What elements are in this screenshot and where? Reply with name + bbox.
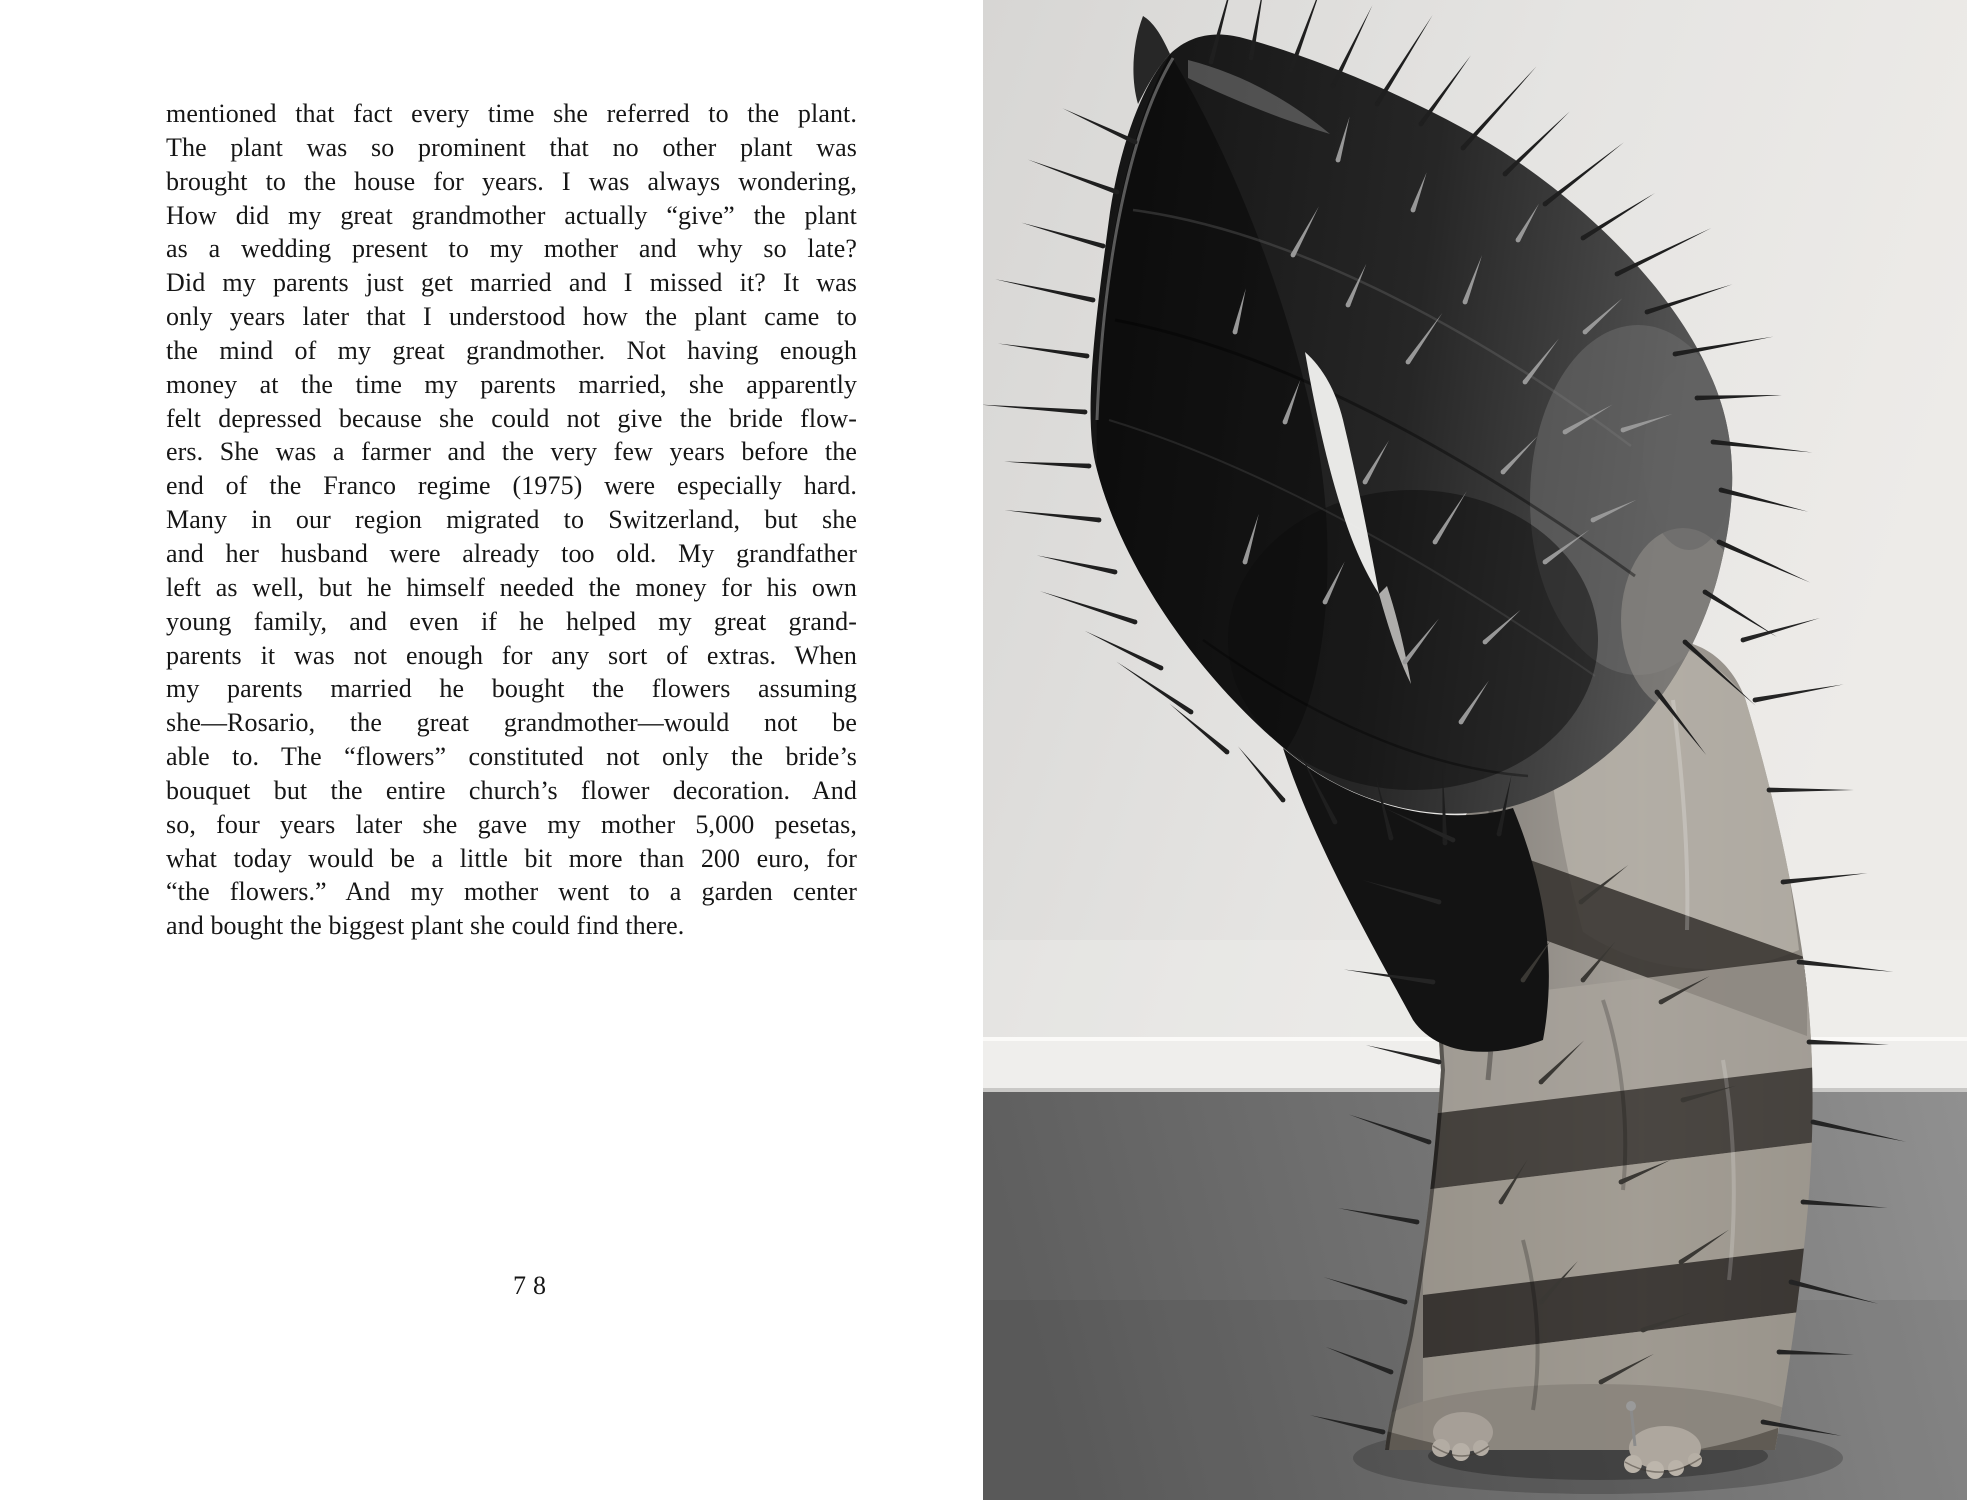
- text-line: able to. The “flowers” constituted not only the bride’s: [166, 742, 857, 772]
- text-line: Many in our region migrated to Switzerland, but she: [166, 505, 857, 535]
- text-line: what today would be a little bit more than 200 euro, for: [166, 843, 857, 873]
- text-line: mentioned that fact every time she referred to the plant.: [166, 99, 857, 128]
- text-line: money at the time my parents married, she apparently: [166, 369, 857, 399]
- page-number: 78: [513, 1271, 553, 1300]
- text-line: and her husband were already too old. My grandfather: [166, 538, 857, 568]
- text-line: brought to the house for years. I was always wondering,: [166, 166, 857, 196]
- text-line: she—Rosario, the great grandmother—would not be: [166, 708, 857, 738]
- text-line: ers. She was a farmer and the very few years before the: [166, 437, 857, 467]
- text-line: so, four years later she gave my mother 5,000 pesetas,: [166, 809, 857, 839]
- text-line: left as well, but he himself needed the money for his own: [166, 572, 857, 602]
- artwork-photo: [983, 0, 1967, 1500]
- text-line: Did my parents just get married and I missed it? It was: [166, 268, 857, 298]
- text-line: “the flowers.” And my mother went to a garden center: [166, 877, 857, 907]
- text-line: How did my great grandmother actually “give” the plant: [166, 200, 857, 230]
- left-foot: [1432, 1412, 1493, 1461]
- text-line: felt depressed because she could not give the bride flow-: [166, 403, 857, 433]
- text-line: only years later that I understood how the plant came to: [166, 302, 857, 332]
- text-line: my parents married he bought the flowers assuming: [166, 674, 857, 704]
- text-line: bouquet but the entire church’s flower decoration. And: [166, 775, 857, 805]
- sculpture-photo-svg: [983, 0, 1967, 1500]
- text-line: parents it was not enough for any sort of extras. When: [166, 640, 857, 670]
- text-line: as a wedding present to my mother and why so late?: [166, 234, 857, 264]
- text-line: The plant was so prominent that no other plant was: [166, 132, 857, 162]
- text-line: the mind of my great grandmother. Not having enough: [166, 335, 857, 365]
- body-text: [166, 97, 857, 943]
- text-line: end of the Franco regime (1975) were especially hard.: [166, 471, 857, 501]
- text-line: young family, and even if he helped my great grand-: [166, 606, 857, 636]
- text-line: and bought the biggest plant she could find there.: [166, 911, 685, 941]
